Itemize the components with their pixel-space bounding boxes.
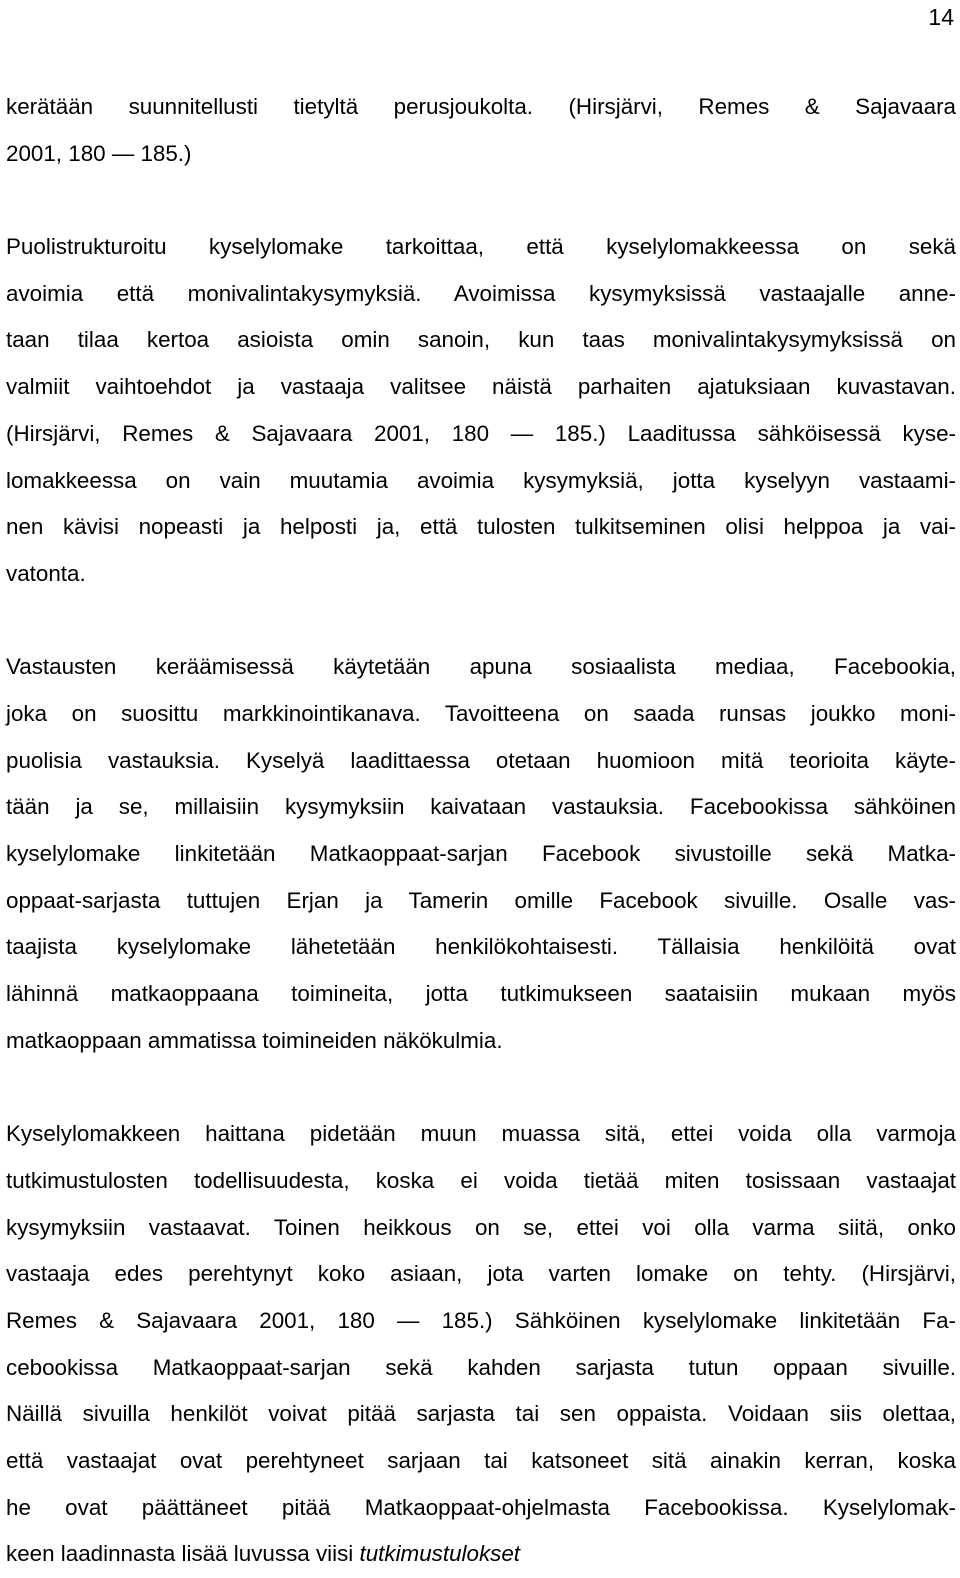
document-body: [6, 84, 956, 1578]
text-line: kysymyksiin vastaavat. Toinen heikkous on se, ettei voi olla varma siitä, onko: [6, 1214, 956, 1240]
text-line: taan tilaa kertoa asioista omin sanoin, kun taas monivalintakysymyksissä on: [6, 327, 956, 353]
text-line: cebookissa Matkaoppaat-sarjan sekä kahden sarjasta tutun oppaan sivuille.: [6, 1354, 956, 1380]
page-number: 14: [928, 4, 954, 30]
text-line: vastaaja edes perehtynyt koko asiaan, jota varten lomake on tehty. (Hirsjärvi,: [6, 1261, 956, 1287]
paragraph-4: [6, 1111, 956, 1578]
text-line: Näillä sivuilla henkilöt voivat pitää sarjasta tai sen oppaista. Voidaan siis olettaa,: [6, 1401, 956, 1427]
text-line-final: [6, 1531, 956, 1578]
text-line: 2001, 180 — 185.): [6, 140, 192, 166]
text-line: vatonta.: [6, 560, 86, 586]
text-line: kerätään suunnitellusti tietyltä perusjoukolta. (Hirsjärvi, Remes & Sajavaara: [6, 94, 956, 119]
text-line: he ovat päättäneet pitää Matkaoppaat-ohjelmasta Facebookissa. Kyselylomak-: [6, 1494, 956, 1520]
text-line: nen kävisi nopeasti ja helposti ja, että tulosten tulkitseminen olisi helppoa ja vai-: [6, 514, 956, 540]
text-line: tutkimustulosten todellisuudesta, koska ei voida tietää miten tosissaan vastaajat: [6, 1167, 956, 1193]
text-line: avoimia että monivalintakysymyksiä. Avoimissa kysymyksissä vastaajalle anne-: [6, 280, 956, 306]
text-line: Kyselylomakkeen haittana pidetään muun muassa sitä, ettei voida olla varmoja: [6, 1121, 956, 1147]
italic-term: tutkimustulokset: [359, 1541, 521, 1567]
text-line: lomakkeessa on vain muutamia avoimia kysymyksiä, jotta kyselyyn vastaami-: [6, 467, 956, 493]
text-line: lähinnä matkaoppaana toimineita, jotta tutkimukseen saataisiin mukaan myös: [6, 981, 956, 1007]
text-line: kyselylomake linkitetään Matkaoppaat-sarjan Facebook sivustoille sekä Matka-: [6, 841, 956, 866]
text-line: Remes & Sajavaara 2001, 180 — 185.) Sähköinen kyselylomake linkitetään Fa-: [6, 1307, 956, 1333]
text-line: joka on suosittu markkinointikanava. Tavoitteena on saada runsas joukko moni-: [6, 700, 956, 726]
text-line: taajista kyselylomake lähetetään henkilökohtaisesti. Tällaisia henkilöitä ovat: [6, 934, 956, 960]
text-line: valmiit vaihtoehdot ja vastaaja valitsee näistä parhaiten ajatuksiaan kuvastavan.: [6, 374, 956, 400]
text-line: Puolistrukturoitu kyselylomake tarkoittaa, että kyselylomakkeessa on sekä: [6, 234, 956, 260]
final-line-text: keen laadinnasta lisää luvussa viisi: [6, 1541, 360, 1567]
paragraph-2: [6, 224, 956, 598]
paragraph-1: [6, 84, 956, 177]
text-line: että vastaajat ovat perehtyneet sarjaan tai katsoneet sitä ainakin kerran, koska: [6, 1447, 956, 1473]
text-line: tään ja se, millaisiin kysymyksiin kaivataan vastauksia. Facebookissa sähköinen: [6, 794, 956, 820]
text-line: Vastausten keräämisessä käytetään apuna sosiaalista mediaa, Facebookia,: [6, 654, 956, 680]
text-line: (Hirsjärvi, Remes & Sajavaara 2001, 180 — 185.) Laaditussa sähköisessä kyse-: [6, 420, 956, 446]
text-line: matkaoppaan ammatissa toimineiden näkökulmia.: [6, 1027, 503, 1053]
paragraph-3: [6, 644, 956, 1064]
text-line: puolisia vastauksia. Kyselyä laadittaessa otetaan huomioon mitä teorioita käyte-: [6, 747, 956, 773]
text-line: oppaat-sarjasta tuttujen Erjan ja Tamerin omille Facebook sivuille. Osalle vas-: [6, 887, 956, 913]
